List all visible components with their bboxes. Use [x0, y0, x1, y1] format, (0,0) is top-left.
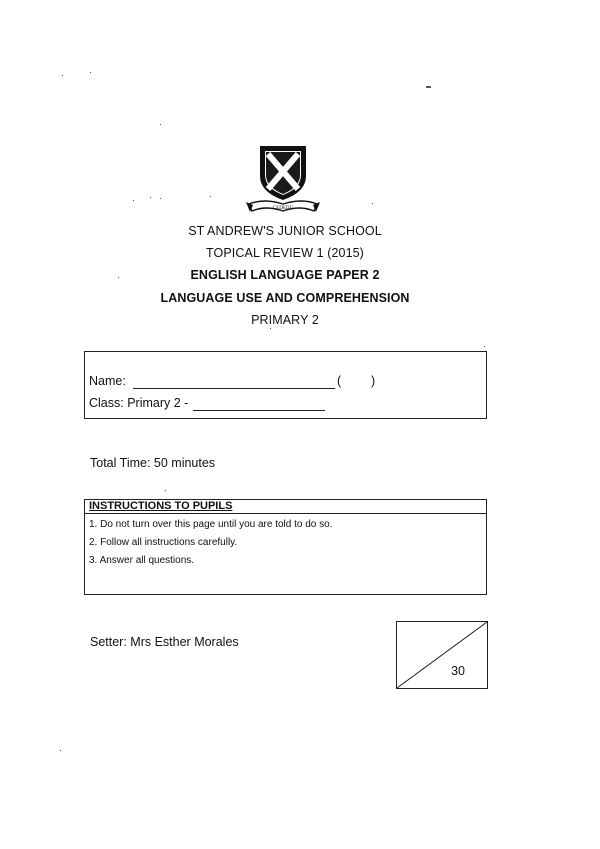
paper-subtitle: LANGUAGE USE AND COMPREHENSION: [160, 291, 410, 305]
class-field[interactable]: [193, 410, 325, 411]
scan-speck: [270, 328, 271, 329]
index-number-field[interactable]: [347, 374, 369, 388]
instruction-item: 1. Do not turn over this page until you are told to do so.: [89, 519, 333, 530]
scan-speck: [165, 490, 166, 491]
index-close-bracket: ): [371, 374, 376, 388]
instructions-divider: [85, 513, 486, 514]
class-label: Class: Primary 2 -: [89, 396, 189, 410]
scan-speck: [118, 277, 119, 278]
name-field[interactable]: [133, 388, 335, 389]
score-total: 30: [451, 664, 465, 678]
scan-speck: [484, 346, 485, 347]
index-open-bracket: (: [337, 374, 342, 388]
scan-speck: [60, 750, 61, 751]
scan-speck: [133, 200, 134, 201]
scan-speck: [150, 197, 151, 198]
scan-speck: [160, 198, 161, 199]
instructions-title: INSTRUCTIONS TO PUPILS: [89, 500, 233, 512]
instruction-item: 2. Follow all instructions carefully.: [89, 537, 238, 548]
school-name: ST ANDREW'S JUNIOR SCHOOL: [188, 224, 382, 238]
review-title: TOPICAL REVIEW 1 (2015): [206, 246, 364, 260]
scan-speck: [160, 124, 161, 125]
pupil-details-box: [84, 351, 487, 419]
scan-speck: [62, 75, 63, 76]
scan-speck: [90, 72, 91, 73]
name-label: Name:: [89, 374, 126, 388]
svg-text:CEDEDU: CEDEDU: [272, 206, 294, 211]
paper-title: ENGLISH LANGUAGE PAPER 2: [190, 268, 380, 282]
score-diagonal-line: [397, 622, 487, 688]
instruction-item: 3. Answer all questions.: [89, 555, 195, 566]
setter-name: Setter: Mrs Esther Morales: [90, 635, 239, 649]
instructions-box: [84, 499, 487, 595]
scan-speck: [372, 203, 373, 204]
scan-speck: [210, 196, 211, 197]
scan-speck: [426, 86, 431, 88]
school-crest-logo: [244, 142, 322, 216]
total-time: Total Time: 50 minutes: [90, 456, 216, 470]
level-label: PRIMARY 2: [251, 313, 319, 327]
score-box: [396, 621, 488, 689]
